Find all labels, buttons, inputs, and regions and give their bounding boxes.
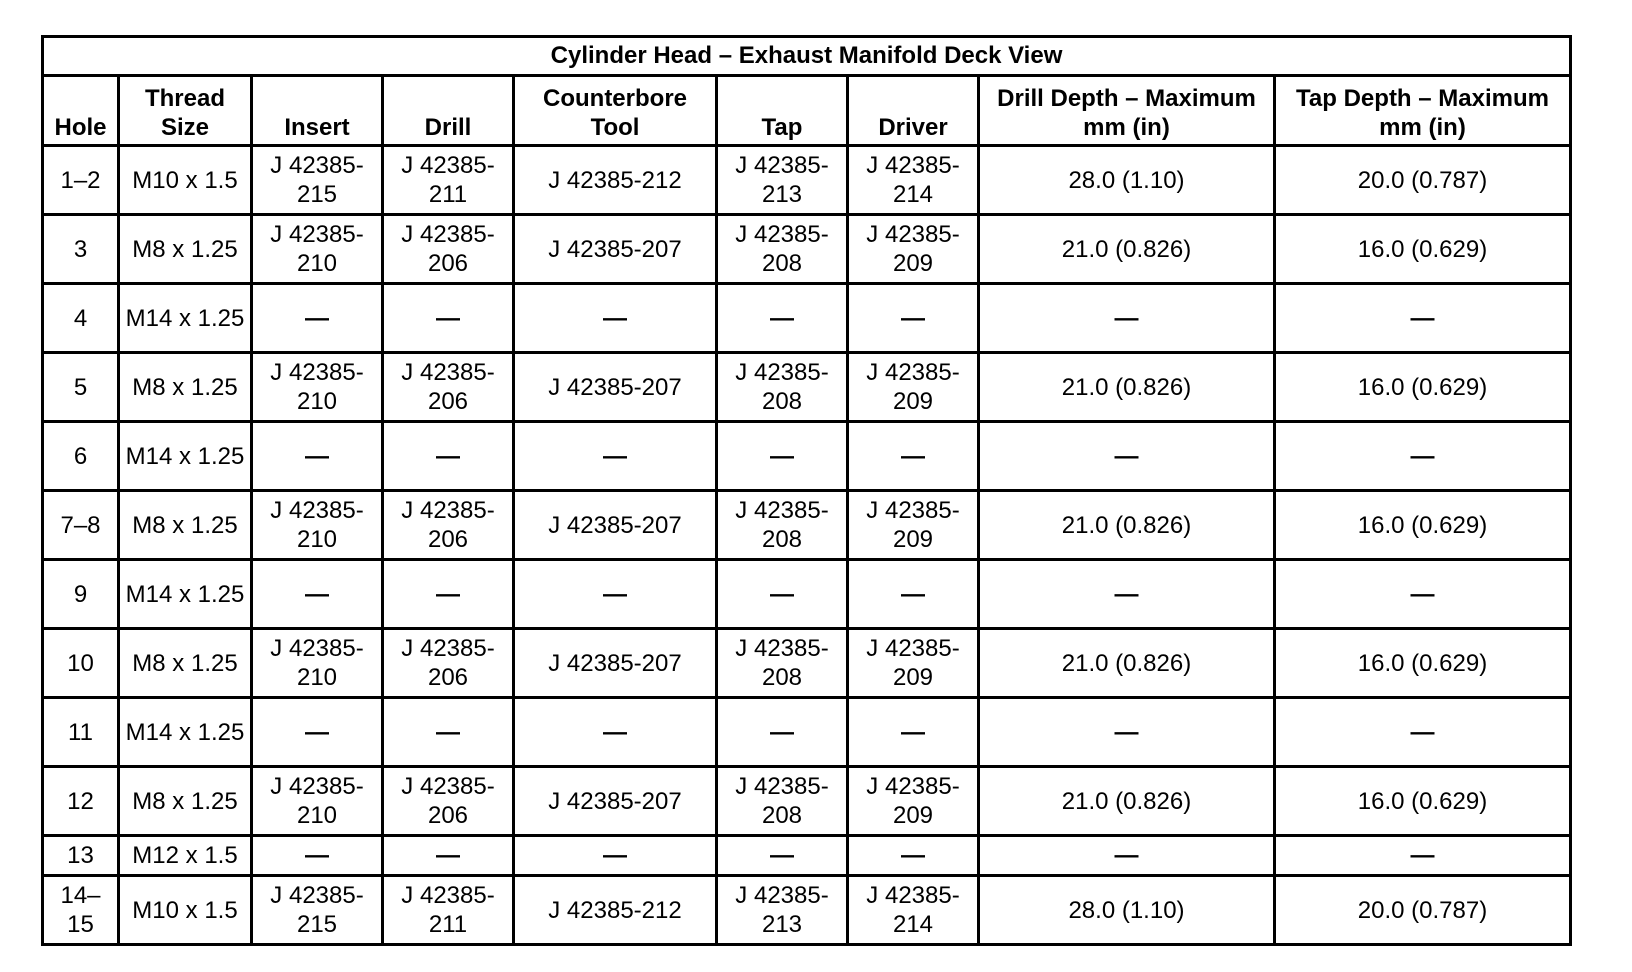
cell-drill: — xyxy=(383,422,514,491)
cell-insert: J 42385-210 xyxy=(252,215,383,284)
column-header-drill: Drill xyxy=(383,76,514,146)
cell-hole: 10 xyxy=(43,629,119,698)
cell-driver: J 42385-209 xyxy=(848,629,979,698)
cell-drill: J 42385-206 xyxy=(383,491,514,560)
cell-tap-depth: 16.0 (0.629) xyxy=(1275,491,1571,560)
cell-drill-depth: 21.0 (0.826) xyxy=(979,767,1275,836)
cell-drill: — xyxy=(383,698,514,767)
cell-counterbore-tool: — xyxy=(514,284,717,353)
cell-tap: J 42385-208 xyxy=(717,629,848,698)
cell-drill-depth: 21.0 (0.826) xyxy=(979,491,1275,560)
cell-tap: J 42385-208 xyxy=(717,767,848,836)
column-header-thread-size: Thread Size xyxy=(119,76,252,146)
cell-driver: J 42385-209 xyxy=(848,767,979,836)
cell-thread-size: M14 x 1.25 xyxy=(119,284,252,353)
cell-thread-size: M14 x 1.25 xyxy=(119,698,252,767)
cell-drill-depth: 21.0 (0.826) xyxy=(979,215,1275,284)
cell-hole: 4 xyxy=(43,284,119,353)
cell-drill-depth: — xyxy=(979,560,1275,629)
cell-tap: J 42385-208 xyxy=(717,353,848,422)
cell-insert: — xyxy=(252,698,383,767)
cell-hole: 1–2 xyxy=(43,146,119,215)
cell-drill: — xyxy=(383,284,514,353)
table-row xyxy=(43,560,1571,629)
cell-tap-depth: — xyxy=(1275,836,1571,876)
cell-hole: 13 xyxy=(43,836,119,876)
cell-counterbore-tool: J 42385-207 xyxy=(514,629,717,698)
table-header-row xyxy=(43,76,1571,146)
cell-tap-depth: 20.0 (0.787) xyxy=(1275,876,1571,945)
column-header-tap-depth: Tap Depth – Maximum mm (in) xyxy=(1275,76,1571,146)
cell-insert: J 42385-210 xyxy=(252,767,383,836)
cell-driver: J 42385-209 xyxy=(848,215,979,284)
cell-counterbore-tool: — xyxy=(514,560,717,629)
cell-drill-depth: 21.0 (0.826) xyxy=(979,629,1275,698)
cell-hole: 3 xyxy=(43,215,119,284)
cell-drill-depth: 21.0 (0.826) xyxy=(979,353,1275,422)
cell-thread-size: M8 x 1.25 xyxy=(119,629,252,698)
cell-counterbore-tool: — xyxy=(514,422,717,491)
cell-driver: — xyxy=(848,698,979,767)
column-header-hole: Hole xyxy=(43,76,119,146)
cell-drill: J 42385-206 xyxy=(383,353,514,422)
cell-drill: — xyxy=(383,836,514,876)
tool-specification-table xyxy=(41,35,1572,946)
cell-hole: 14–15 xyxy=(43,876,119,945)
cell-tap-depth: 16.0 (0.629) xyxy=(1275,353,1571,422)
cell-tap: — xyxy=(717,836,848,876)
column-header-counterbore-tool: Counterbore Tool xyxy=(514,76,717,146)
cell-driver: J 42385-214 xyxy=(848,876,979,945)
cell-insert: J 42385-215 xyxy=(252,876,383,945)
cell-drill-depth: 28.0 (1.10) xyxy=(979,146,1275,215)
table-row xyxy=(43,876,1571,945)
cell-tap-depth: — xyxy=(1275,422,1571,491)
cell-drill: J 42385-211 xyxy=(383,876,514,945)
cell-tap: J 42385-213 xyxy=(717,146,848,215)
cell-drill: J 42385-211 xyxy=(383,146,514,215)
cell-thread-size: M10 x 1.5 xyxy=(119,876,252,945)
cell-hole: 5 xyxy=(43,353,119,422)
table-row xyxy=(43,215,1571,284)
cell-thread-size: M8 x 1.25 xyxy=(119,215,252,284)
cell-counterbore-tool: J 42385-207 xyxy=(514,215,717,284)
cell-tap-depth: — xyxy=(1275,698,1571,767)
cell-insert: — xyxy=(252,284,383,353)
cell-insert: J 42385-210 xyxy=(252,629,383,698)
table-row xyxy=(43,491,1571,560)
table-body xyxy=(43,146,1571,945)
cell-drill-depth: — xyxy=(979,422,1275,491)
cell-insert: J 42385-215 xyxy=(252,146,383,215)
cell-hole: 9 xyxy=(43,560,119,629)
column-header-driver: Driver xyxy=(848,76,979,146)
cell-counterbore-tool: J 42385-207 xyxy=(514,491,717,560)
cell-thread-size: M8 x 1.25 xyxy=(119,491,252,560)
cell-driver: — xyxy=(848,836,979,876)
cell-hole: 11 xyxy=(43,698,119,767)
cell-thread-size: M14 x 1.25 xyxy=(119,422,252,491)
column-header-drill-depth: Drill Depth – Maximum mm (in) xyxy=(979,76,1275,146)
table-row xyxy=(43,836,1571,876)
cell-drill: J 42385-206 xyxy=(383,767,514,836)
cell-insert: J 42385-210 xyxy=(252,353,383,422)
cell-driver: J 42385-209 xyxy=(848,353,979,422)
cell-driver: — xyxy=(848,422,979,491)
cell-tap: J 42385-208 xyxy=(717,491,848,560)
cell-driver: J 42385-209 xyxy=(848,491,979,560)
column-header-insert: Insert xyxy=(252,76,383,146)
cell-tap: — xyxy=(717,422,848,491)
cell-thread-size: M8 x 1.25 xyxy=(119,767,252,836)
cell-hole: 6 xyxy=(43,422,119,491)
cell-tap-depth: 16.0 (0.629) xyxy=(1275,215,1571,284)
cell-tap-depth: 16.0 (0.629) xyxy=(1275,629,1571,698)
table-row xyxy=(43,422,1571,491)
cell-insert: J 42385-210 xyxy=(252,491,383,560)
table-row xyxy=(43,629,1571,698)
cell-tap: — xyxy=(717,560,848,629)
table-title: Cylinder Head – Exhaust Manifold Deck View xyxy=(43,37,1571,76)
cell-tap: J 42385-208 xyxy=(717,215,848,284)
cell-thread-size: M8 x 1.25 xyxy=(119,353,252,422)
cell-drill-depth: — xyxy=(979,836,1275,876)
table-row xyxy=(43,353,1571,422)
table-row xyxy=(43,698,1571,767)
cell-thread-size: M10 x 1.5 xyxy=(119,146,252,215)
cell-driver: — xyxy=(848,284,979,353)
cell-drill: J 42385-206 xyxy=(383,629,514,698)
cell-insert: — xyxy=(252,422,383,491)
cell-counterbore-tool: J 42385-212 xyxy=(514,876,717,945)
cell-drill-depth: — xyxy=(979,284,1275,353)
cell-hole: 7–8 xyxy=(43,491,119,560)
cell-thread-size: M12 x 1.5 xyxy=(119,836,252,876)
cell-counterbore-tool: J 42385-207 xyxy=(514,353,717,422)
cell-drill: — xyxy=(383,560,514,629)
table-row xyxy=(43,284,1571,353)
cell-tap-depth: — xyxy=(1275,284,1571,353)
table-row xyxy=(43,767,1571,836)
cell-drill-depth: — xyxy=(979,698,1275,767)
cell-counterbore-tool: J 42385-212 xyxy=(514,146,717,215)
cell-counterbore-tool: J 42385-207 xyxy=(514,767,717,836)
cell-tap: — xyxy=(717,698,848,767)
cell-counterbore-tool: — xyxy=(514,698,717,767)
cell-drill: J 42385-206 xyxy=(383,215,514,284)
cell-tap-depth: 20.0 (0.787) xyxy=(1275,146,1571,215)
column-header-tap: Tap xyxy=(717,76,848,146)
cell-tap-depth: 16.0 (0.629) xyxy=(1275,767,1571,836)
cell-tap: — xyxy=(717,284,848,353)
cell-hole: 12 xyxy=(43,767,119,836)
cell-tap: J 42385-213 xyxy=(717,876,848,945)
cell-counterbore-tool: — xyxy=(514,836,717,876)
cell-insert: — xyxy=(252,836,383,876)
table-title-row xyxy=(43,37,1571,76)
cell-drill-depth: 28.0 (1.10) xyxy=(979,876,1275,945)
cell-thread-size: M14 x 1.25 xyxy=(119,560,252,629)
cell-tap-depth: — xyxy=(1275,560,1571,629)
cell-insert: — xyxy=(252,560,383,629)
cell-driver: J 42385-214 xyxy=(848,146,979,215)
cell-driver: — xyxy=(848,560,979,629)
table-row xyxy=(43,146,1571,215)
